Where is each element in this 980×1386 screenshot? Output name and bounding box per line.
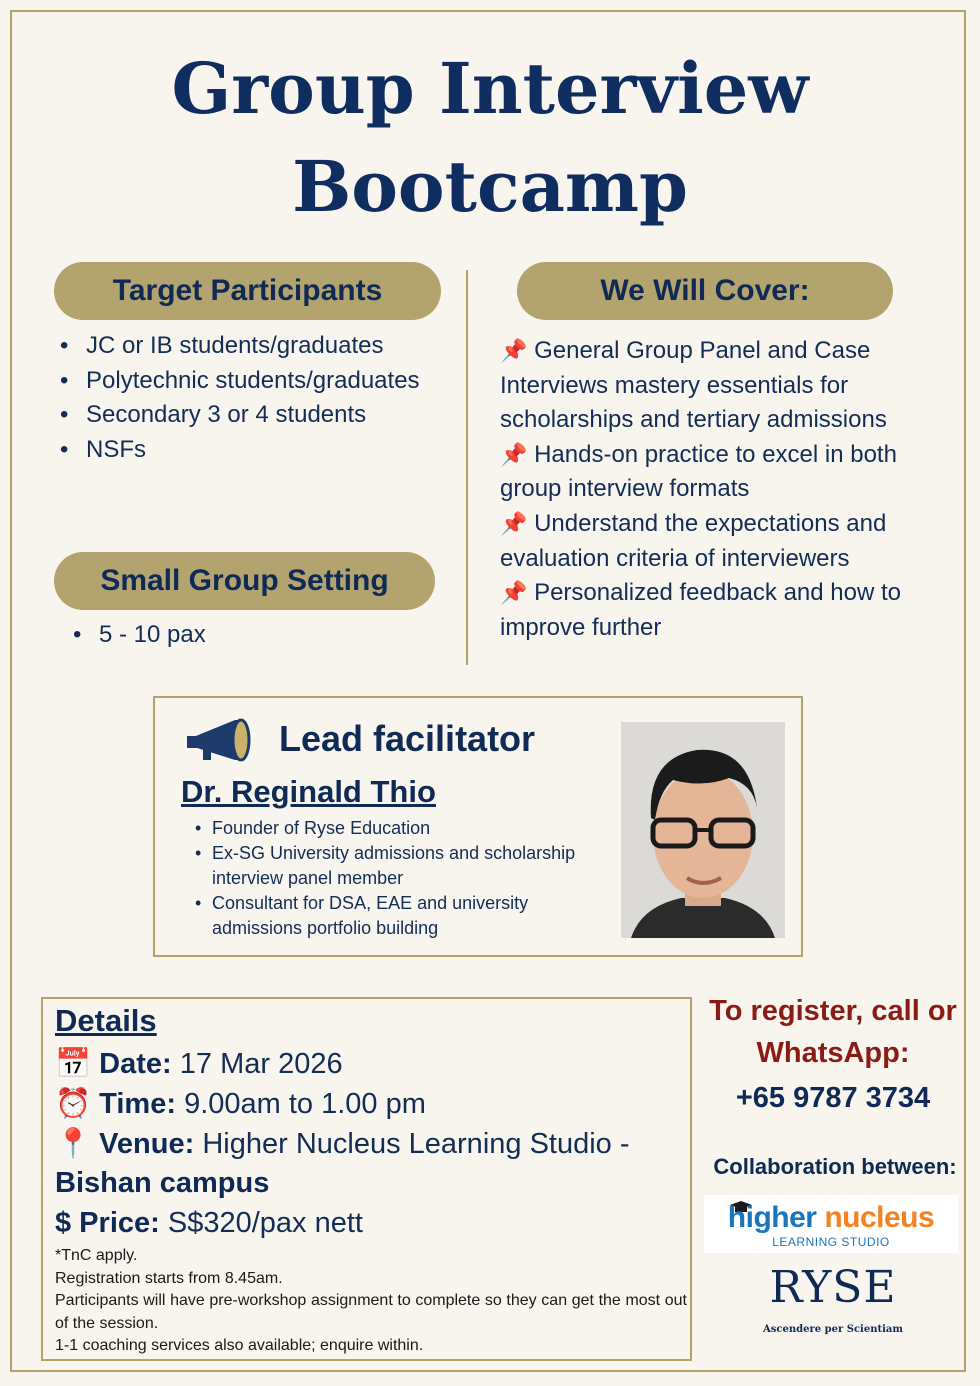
pushpin-icon: 📌 <box>500 338 528 363</box>
target-participants-heading: Target Participants <box>54 262 441 320</box>
register-text: To register, call or WhatsApp: <box>709 995 957 1069</box>
page-title <box>0 40 980 236</box>
small-group-heading: Small Group Setting <box>54 552 435 610</box>
cover-list <box>500 334 940 645</box>
list-item: • Ex-SG University admissions and scholarship interview panel member <box>195 841 615 891</box>
target-participants-list <box>60 329 420 467</box>
calendar-icon: 📅 <box>55 1048 92 1080</box>
price-row: $ Price: S$320/pax nett <box>55 1207 363 1239</box>
pushpin-icon: 📌 <box>500 510 528 536</box>
details-box <box>41 997 692 1361</box>
list-item: • Secondary 3 or 4 students <box>60 398 420 433</box>
list-item: 📌 Personalized feedback and how to improve further <box>500 579 901 641</box>
details-notes: *TnC apply. Registration starts from 8.45am. Participants will have pre-workshop assignment to complete so they can get the most out of the session. 1-1 coaching services also available; enquire within. <box>55 1247 687 1355</box>
small-group-list <box>73 618 206 653</box>
list-item: 📌 Understand the expectations and evaluation criteria of interviewers <box>500 509 887 572</box>
phone-number[interactable]: +65 9787 3734 <box>735 1082 931 1114</box>
higher-nucleus-logo: higher nucleus LEARNING STUDIO <box>704 1195 958 1253</box>
time-row: ⏰ Time: 9.00am to 1.00 pm <box>55 1088 426 1120</box>
list-item: • 5 - 10 pax <box>73 618 206 653</box>
date-row: 📅 Date: 17 Mar 2026 <box>55 1048 343 1080</box>
pushpin-icon: 📌 <box>500 580 528 606</box>
list-item: 📌 General Group Panel and Case Interviews mastery essentials for scholarships and tertiary admissions <box>500 337 887 434</box>
facilitator-photo <box>621 722 785 938</box>
facilitator-card <box>153 696 803 957</box>
collaboration-heading: Collaboration between: <box>713 1154 957 1179</box>
details-heading: Details <box>55 1003 157 1038</box>
venue-row: 📍 Venue: Higher Nucleus Learning Studio - <box>55 1128 630 1160</box>
facilitator-heading: Lead facilitator <box>279 718 536 759</box>
alarm-clock-icon: ⏰ <box>55 1088 92 1120</box>
list-item: 📌 Hands-on practice to excel in both group interview formats <box>500 440 897 503</box>
list-item: • NSFs <box>60 433 420 468</box>
list-item: • Polytechnic students/graduates <box>60 364 420 399</box>
pushpin-icon: 📌 <box>500 441 528 467</box>
venue-row-2: Bishan campus <box>55 1167 270 1199</box>
column-divider <box>466 270 468 665</box>
title-line-2: Bootcamp <box>292 145 688 228</box>
title-line-1: Group Interview <box>171 47 809 130</box>
megaphone-icon <box>187 716 253 764</box>
facilitator-credentials <box>195 816 615 941</box>
round-pushpin-icon: 📍 <box>55 1128 92 1160</box>
we-will-cover-heading: We Will Cover: <box>517 262 893 320</box>
list-item: • JC or IB students/graduates <box>60 329 420 364</box>
facilitator-name: Dr. Reginald Thio <box>181 774 436 809</box>
list-item: • Consultant for DSA, EAE and university admissions portfolio building <box>195 891 615 941</box>
ryse-tagline: Ascendere per Scientiam <box>763 1324 903 1335</box>
ryse-logo: RYSE <box>769 1262 897 1313</box>
list-item: • Founder of Ryse Education <box>195 816 615 841</box>
